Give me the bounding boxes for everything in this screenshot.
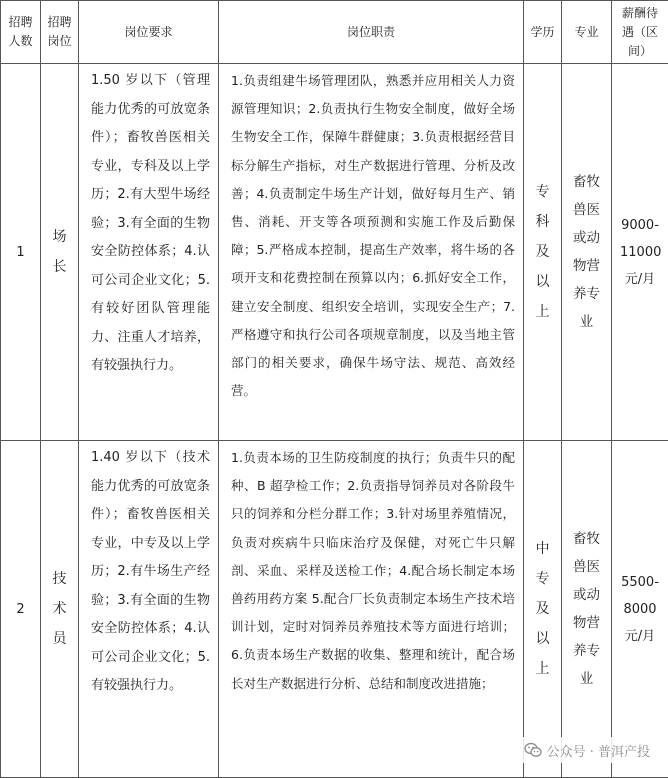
- row-major: 畜牧兽医或动物营养专业: [562, 64, 612, 441]
- row-position: 场长: [41, 64, 79, 441]
- row-requirements: 1.40 岁以下（技术能力优秀的可放宽条件）；畜牧兽医相关专业，中专及以上学历；2.有牛场生产经验；3.有全面的生物安全防控体系；4.认可公司企业文化；5.有较强执行力。: [79, 441, 219, 778]
- row-count: 2: [1, 441, 41, 778]
- row-education: 中专及以上: [524, 441, 562, 778]
- header-major: 专业: [562, 1, 612, 64]
- row-duties: 1.负责组建牛场管理团队，熟悉并应用相关人力资源管理知识；2.负责执行生物安全制度，做好全场生物安全工作，保障牛群健康；3.负责根据经营目标分解生产指标，对生产数据进行管理、分析及改善；4.负责制定牛场生产计划，做好每月生产、销售、消耗、开支等各项预测和实施工作及后勤保障；5.严格成本控制，提高生产效率，将牛场的各项开支和花费控制在预算以内；6.抓好安全工作，建立安全制度、组织安全培训，实现安全生产；7.严格遵守和执行公司各项规章制度，以及当地主管部门的相关要求，确保牛场守法、规范、高效经营。: [219, 64, 524, 441]
- watermark: [520, 737, 654, 763]
- header-count: 招聘人数: [1, 1, 41, 64]
- table-row: [1, 441, 668, 778]
- header-duties: 岗位职责: [219, 1, 524, 64]
- header-education: 学历: [524, 1, 562, 64]
- table-row: [1, 64, 668, 441]
- header-salary: 薪酬待遇（区间）: [612, 1, 668, 64]
- row-count: 1: [1, 64, 41, 441]
- row-major: 畜牧兽医或动物营养专业: [562, 441, 612, 778]
- watermark-text: 公众号 · 普洱产投: [547, 741, 650, 760]
- row-salary: 5500-8000元/月: [612, 441, 668, 778]
- header-requirements: 岗位要求: [79, 1, 219, 64]
- wechat-icon: [524, 742, 542, 758]
- row-salary: 9000-11000元/月: [612, 64, 668, 441]
- header-row: [1, 1, 668, 64]
- row-position: 技术员: [41, 441, 79, 778]
- row-education: 专科及以上: [524, 64, 562, 441]
- row-requirements: 1.50 岁以下（管理能力优秀的可放宽条件）；畜牧兽医相关专业，专科及以上学历；2.有大型牛场经验；3.有全面的生物安全防控体系；4.认可公司企业文化；5.有较好团队管理能力、注重人才培养，有较强执行力。: [79, 64, 219, 441]
- row-duties: 1.负责本场的卫生防疫制度的执行；负责牛只的配种、B 超孕检工作；2.负责指导饲养员对各阶段牛只的饲养和分栏分群工作；3.针对场里养殖情况，负责对疾病牛只临床治疗及保健，对死亡牛只解剖、采血、采样及送检工作；4.配合场长制定本场兽药用药方案 5.配合厂长负责制定本场生产技术培训计划，定时对饲养员养殖技术等方面进行培训；6.负责本场生产数据的收集、整理和统计，配合场长对生产数据进行分析、总结和制度改进措施；: [219, 441, 524, 778]
- header-position: 招聘岗位: [41, 1, 79, 64]
